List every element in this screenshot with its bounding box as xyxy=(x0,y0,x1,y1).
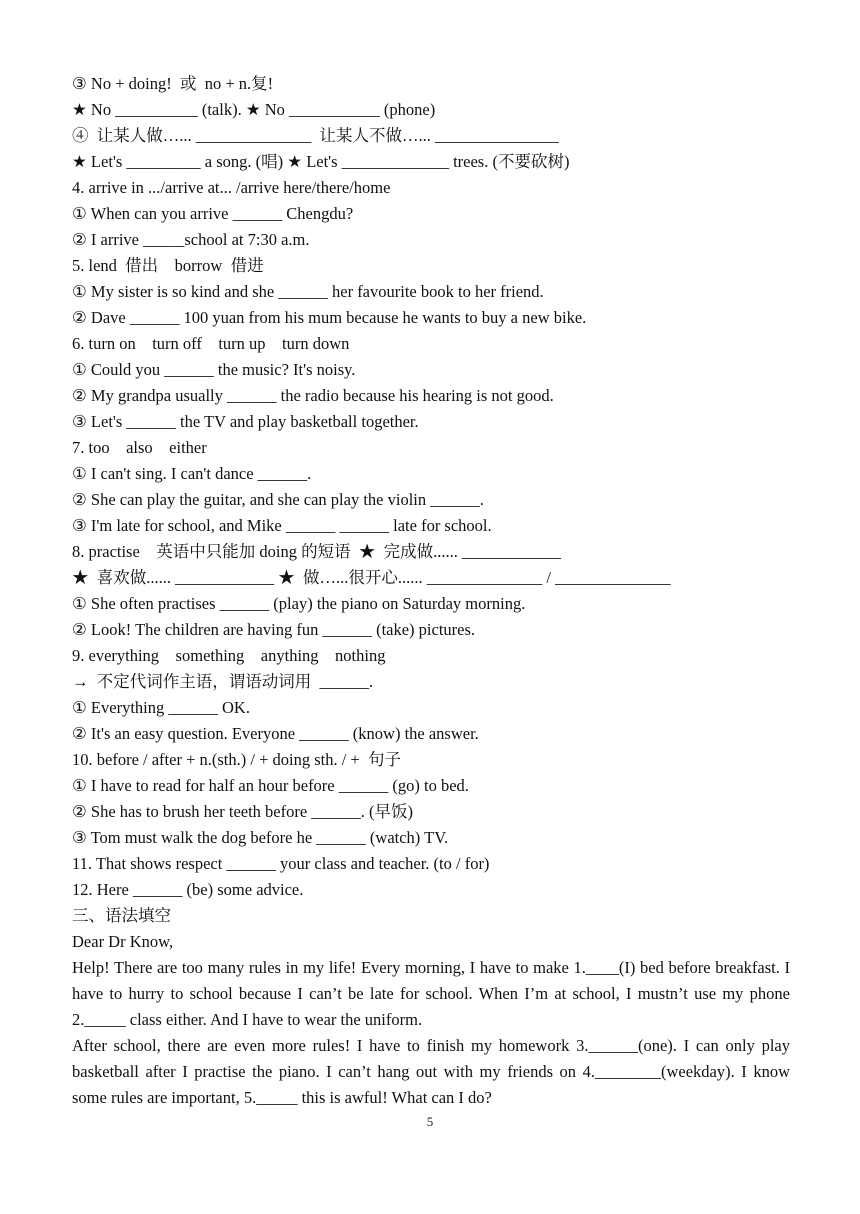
text-line: ④ 让某人做…... ______________ 让某人不做…... _______________ xyxy=(72,126,559,145)
text-line: ② It's an easy question. Everyone ______ (know) the answer. xyxy=(72,724,479,743)
text-line: ① Everything ______ OK. xyxy=(72,698,250,717)
text-line: → 不定代词作主语，谓语动词用 ______. xyxy=(72,672,374,691)
page-number: 5 xyxy=(426,1114,434,1129)
section-heading: 8. practise 英语中只能加 doing 的短语 ★ 完成做...... ____________ xyxy=(72,542,562,561)
text-line: ① When can you arrive ______ Chengdu? xyxy=(72,204,354,223)
text-line: ③ No + doing! 或 no + n.复! xyxy=(72,74,274,93)
section-heading: 4. arrive in .../arrive at... /arrive here/there/home xyxy=(72,178,391,197)
section-heading: 6. turn on turn off turn up turn down xyxy=(72,334,350,353)
letter-paragraph: After school, there are even more rules! I have to finish my homework 3.______(one). I can only play basketball after I practise the piano. I can’t hang out with my friends on 4.________(weekday). I know some rules are important, 5._____ this is awful! What can I do? xyxy=(72,1036,790,1107)
text-line: ★ No __________ (talk). ★ No ___________ (phone) xyxy=(72,100,436,119)
section-heading: 10. before / after + n.(sth.) / + doing sth. / + 句子 xyxy=(72,750,401,769)
text-line: ③ I'm late for school, and Mike ______ ______ late for school. xyxy=(72,516,492,535)
letter-salutation: Dear Dr Know, xyxy=(72,932,174,951)
text-line: ③ Let's ______ the TV and play basketball together. xyxy=(72,412,419,431)
text-line: ② Dave ______ 100 yuan from his mum because he wants to buy a new bike. xyxy=(72,308,587,327)
text-line: ① I can't sing. I can't dance ______. xyxy=(72,464,312,483)
text-line: ① She often practises ______ (play) the piano on Saturday morning. xyxy=(72,594,526,613)
section-heading: 7. too also either xyxy=(72,438,207,457)
text-line: ② Look! The children are having fun ______ (take) pictures. xyxy=(72,620,476,639)
worksheet-page xyxy=(72,71,790,1111)
section-heading: 5. lend 借出 borrow 借进 xyxy=(72,256,264,275)
text-line: ② She has to brush her teeth before ______. (早饭) xyxy=(72,802,414,821)
text-line: ② I arrive _____school at 7:30 a.m. xyxy=(72,230,310,249)
letter-paragraph: Help! There are too many rules in my life! Every morning, I have to make 1.____(I) bed before breakfast. I have to hurry to school because I can’t be late for school. When I’m at school, I mustn’t use my phone 2._____ class either. And I have to wear the uniform. xyxy=(72,958,790,1029)
section-heading: 11. That shows respect ______ your class and teacher. (to / for) xyxy=(72,854,490,873)
text-line: ① Could you ______ the music? It's noisy. xyxy=(72,360,356,379)
text-line: ① I have to read for half an hour before ______ (go) to bed. xyxy=(72,776,469,795)
text-line: ② My grandpa usually ______ the radio because his hearing is not good. xyxy=(72,386,554,405)
text-line: ② She can play the guitar, and she can play the violin ______. xyxy=(72,490,484,509)
section-heading: 12. Here ______ (be) some advice. xyxy=(72,880,304,899)
part-heading: 三、语法填空 xyxy=(72,906,171,925)
text-line: ③ Tom must walk the dog before he ______ (watch) TV. xyxy=(72,828,449,847)
section-heading: 9. everything something anything nothing xyxy=(72,646,386,665)
text-line: ★ Let's _________ a song. (唱) ★ Let's _____________ trees. (不要砍树) xyxy=(72,152,570,171)
text-line: ① My sister is so kind and she ______ her favourite book to her friend. xyxy=(72,282,544,301)
text-line: ★ 喜欢做...... ____________ ★ 做…...很开心...... ______________ / ______________ xyxy=(72,568,671,587)
